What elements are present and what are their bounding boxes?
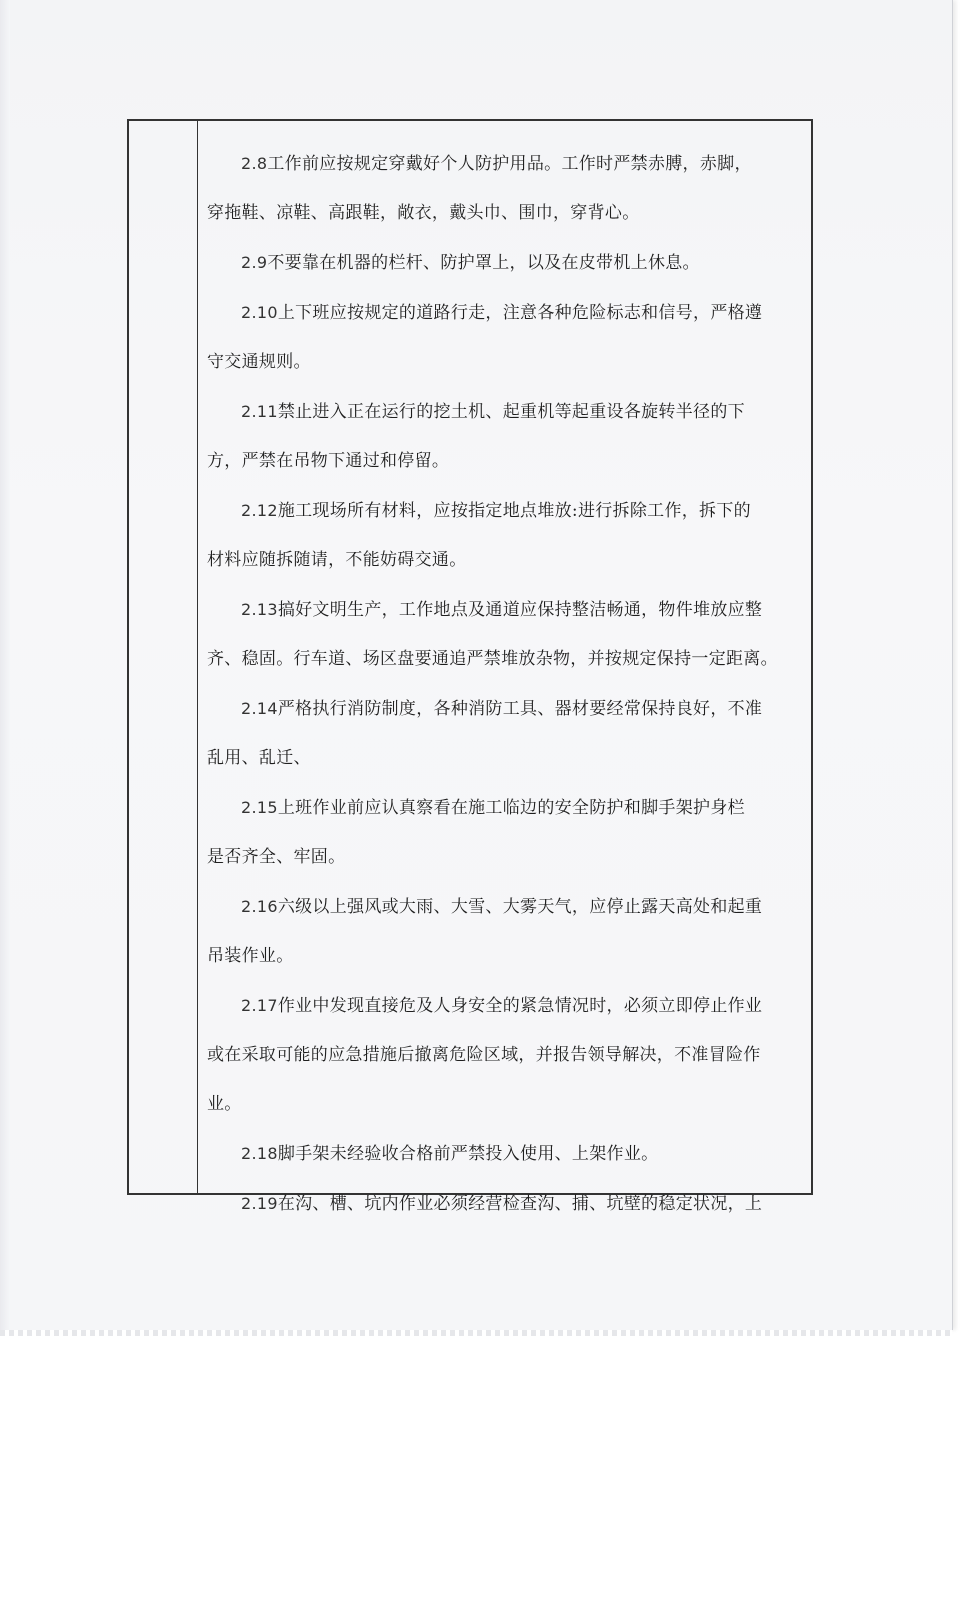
clause-text: 脚手架未经验收合格前严禁投入使用、上架作业。: [277, 1144, 659, 1164]
clause-number: 2.13: [241, 600, 278, 619]
clause-text: 材料应随拆随请，不能妨碍交通。: [207, 550, 467, 570]
clause-line: [207, 882, 807, 932]
clause-number: 2.9: [241, 253, 268, 272]
clause-number: 2.8: [241, 154, 268, 173]
clause-text: 搞好文明生产，工作地点及通道应保持整洁畅通，物件堆放应整: [277, 600, 763, 620]
text-line-continuation: [207, 536, 807, 585]
clause-text: 严格执行消防制度，各种消防工具、器材要经常保持良好，不准: [277, 699, 763, 719]
clause-text: 守交通规则。: [207, 352, 311, 372]
clause-number: 2.12: [241, 501, 278, 520]
clause-line: [207, 684, 807, 734]
clause-number: 2.15: [241, 798, 278, 817]
column-divider: [197, 121, 198, 1193]
clause-text: 或在采取可能的应急措施后撤离危险区域，并报告领导解决，不准冒险作: [207, 1045, 761, 1065]
page-edge-shadow: [0, 0, 10, 1330]
regulation-text: [207, 139, 807, 1229]
text-line-continuation: [207, 833, 807, 882]
clause-line: [207, 981, 807, 1031]
clause-number: 2.19: [241, 1194, 278, 1213]
clause-line: [207, 238, 807, 288]
text-line-continuation: [207, 437, 807, 486]
clause-text: 吊装作业。: [207, 946, 294, 966]
clause-text: 上下班应按规定的道路行走，注意各种危险标志和信号，严格遵: [277, 303, 763, 323]
clause-text: 穿拖鞋、凉鞋、高跟鞋，敞衣，戴头巾、围巾，穿背心。: [207, 203, 640, 223]
clause-number: 2.17: [241, 996, 278, 1015]
clause-number: 2.16: [241, 897, 278, 916]
text-line-continuation: [207, 932, 807, 981]
clause-line: [207, 139, 807, 189]
clause-text: 方，严禁在吊物下通过和停留。: [207, 451, 450, 471]
form-table: [127, 119, 813, 1214]
clause-number: 2.11: [241, 402, 278, 421]
clause-line: [207, 783, 807, 833]
clause-line: [207, 486, 807, 536]
clause-line: [207, 1179, 807, 1229]
clause-text: 上班作业前应认真察看在施工临边的安全防护和脚手架护身栏: [277, 798, 745, 818]
clause-text: 作业中发现直接危及人身安全的紧急情况时，必须立即停止作业: [277, 996, 763, 1016]
clause-number: 2.14: [241, 699, 278, 718]
clause-text: 六级以上强风或大雨、大雪、大雾天气，应停止露天高处和起重: [277, 897, 763, 917]
text-line-continuation: [207, 1080, 807, 1129]
clause-text: 不要靠在机器的栏杆、防护罩上，以及在皮带机上休息。: [267, 253, 700, 273]
text-line-continuation: [207, 189, 807, 238]
clause-line: [207, 585, 807, 635]
clause-number: 2.10: [241, 303, 278, 322]
clause-line: [207, 387, 807, 437]
clause-text: 禁止进入正在运行的挖土机、起重机等起重设各旋转半径的下: [277, 402, 745, 422]
clause-text: 乱用、乱迁、: [207, 748, 311, 768]
clause-text: 齐、稳固。行车道、场区盘要通追严禁堆放杂物，并按规定保持一定距离。: [207, 649, 778, 669]
clause-text: 业。: [207, 1094, 242, 1114]
clause-number: 2.18: [241, 1144, 278, 1163]
clause-text: 在沟、槽、坑内作业必须经营检查沟、捕、坑壁的稳定状况，上: [277, 1194, 763, 1214]
clause-line: [207, 1129, 807, 1179]
text-line-continuation: [207, 734, 807, 783]
clause-text: 是否齐全、牢固。: [207, 847, 346, 867]
clause-text: 工作前应按规定穿戴好个人防护用品。工作时严禁赤膊，赤脚，: [267, 154, 752, 174]
clause-line: [207, 288, 807, 338]
text-line-continuation: [207, 1031, 807, 1080]
clause-text: 施工现场所有材料，应按指定地点堆放:进行拆除工作，拆下的: [277, 501, 751, 521]
text-line-continuation: [207, 338, 807, 387]
text-line-continuation: [207, 635, 807, 684]
